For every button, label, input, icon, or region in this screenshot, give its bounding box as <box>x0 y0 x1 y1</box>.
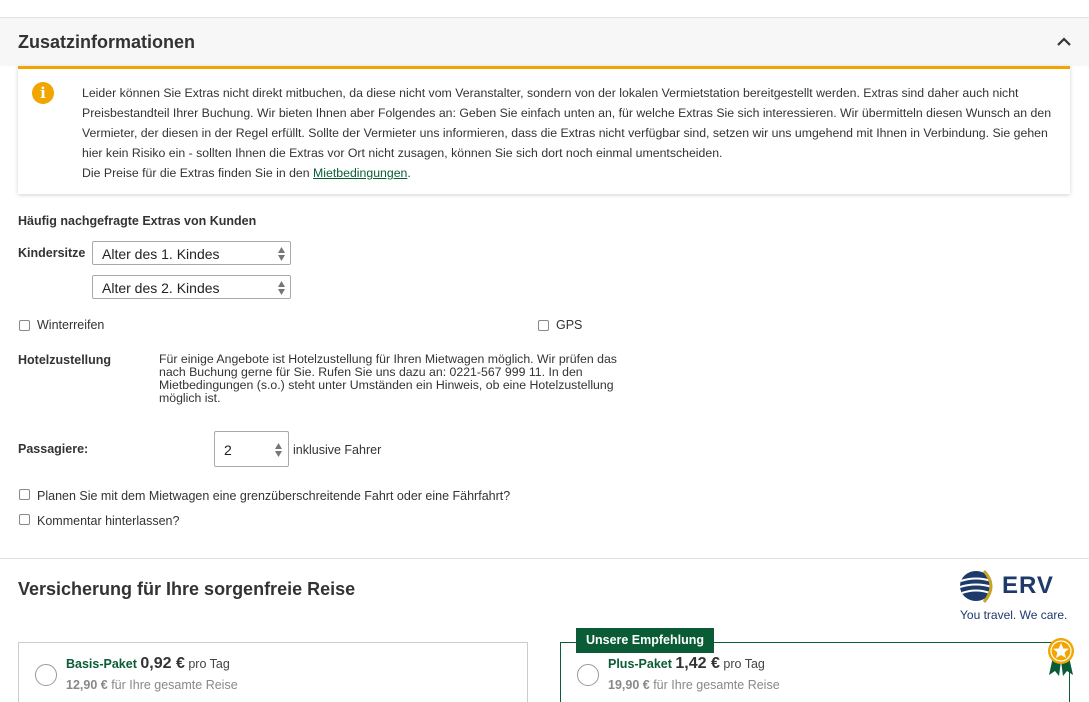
section-divider <box>0 558 1089 559</box>
plus-price: 1,42 € <box>675 655 720 672</box>
child2-age-value: Alter des 2. Kindes <box>102 280 220 296</box>
basis-radio[interactable] <box>35 664 57 686</box>
stepper-arrows-icon[interactable] <box>275 443 282 457</box>
plus-name: Plus-Paket <box>608 657 672 671</box>
winterreifen-checkbox[interactable] <box>19 320 30 331</box>
basis-price: 0,92 € <box>140 655 185 672</box>
child1-age-value: Alter des 1. Kindes <box>102 246 220 262</box>
select-arrows-icon <box>278 281 285 295</box>
passagiere-label: Passagiere: <box>18 442 89 456</box>
winterreifen-label: Winterreifen <box>37 318 105 332</box>
info-paragraph: Leider können Sie Extras nicht direkt mitbuchen, da diese nicht vom Veranstalter, sondern von der lokalen Vermietstation bereitgestellt werden. Extras sind daher auch nicht Preisbestandteil Ihrer Buchung. Wir bieten Ihnen aber Folgendes an: Geben Sie einfach unten an, für welche Extras Sie sich interessieren. Wir übermitteln diesen Wunsch an den Vermieter, der diesen in der Regel erfüllt. Sollte der Vermieter uns informieren, dass die Extras nicht verfügbar sind, setzen wir uns umgehend mit Ihnen in Verbindung. Sie gehen hier kein Risiko ein - sollten Ihnen die Extras vor Ort nicht zusagen, können Sie sich dort noch einmal umentscheiden. <box>82 86 1052 160</box>
erv-globe-icon <box>958 570 998 604</box>
comment-checkbox[interactable] <box>19 514 30 525</box>
select-arrows-icon <box>278 247 285 261</box>
hotel-text-line: nach Buchung gerne für Sie. Rufen Sie uns dazu an: 0221-567 999 11. In den <box>159 365 583 379</box>
extras-heading: Häufig nachgefragte Extras von Kunden <box>18 214 257 228</box>
kindersitze-label: Kindersitze <box>18 246 86 260</box>
basis-total-line <box>66 678 238 692</box>
info-text <box>82 83 1062 183</box>
award-medal-icon <box>1045 637 1077 677</box>
passengers-suffix: inklusive Fahrer <box>293 443 382 457</box>
mietbedingungen-link[interactable]: Mietbedingungen <box>313 166 408 180</box>
child1-age-select[interactable] <box>92 241 291 265</box>
plus-radio[interactable] <box>577 664 599 686</box>
plus-total-suffix: für Ihre gesamte Reise <box>653 678 780 692</box>
accordion-header-zusatzinformationen[interactable] <box>0 18 1089 66</box>
plus-total-line <box>608 678 780 692</box>
recommendation-badge: Unsere Empfehlung <box>576 628 714 653</box>
erv-logo <box>958 570 1073 622</box>
hotelzustellung-label: Hotelzustellung <box>18 353 112 367</box>
gps-label: GPS <box>556 318 583 332</box>
hotel-text-line: Für einige Angebote ist Hotelzustellung für Ihren Mietwagen möglich. Wir prüfen das <box>159 352 617 366</box>
comment-label: Kommentar hinterlassen? <box>37 514 180 528</box>
crossborder-label: Planen Sie mit dem Mietwagen eine grenzüberschreitende Fahrt oder eine Fährfahrt? <box>37 489 511 503</box>
hotel-text-line: möglich ist. <box>159 391 221 405</box>
basis-total-suffix: für Ihre gesamte Reise <box>111 678 238 692</box>
info-notice <box>18 66 1070 194</box>
passengers-value: 2 <box>224 442 232 458</box>
info-prices-suffix: . <box>407 166 411 180</box>
hotel-text-line: Mietbedingungen (s.o.) steht unter Umständen ein Hinweis, ob eine Hotelzustellung <box>159 378 614 392</box>
basis-name: Basis-Paket <box>66 657 137 671</box>
erv-wordmark: ERV <box>1002 572 1054 599</box>
crossborder-checkbox[interactable] <box>19 489 30 500</box>
plus-per: pro Tag <box>723 657 765 671</box>
basis-price-line <box>66 655 230 673</box>
plus-total: 19,90 € <box>608 678 650 692</box>
hotelzustellung-text <box>159 353 617 405</box>
plus-price-line <box>608 655 765 673</box>
passengers-stepper[interactable] <box>214 431 289 467</box>
info-prices-prefix: Die Preise für die Extras finden Sie in den <box>82 166 310 180</box>
insurance-title: Versicherung für Ihre sorgenfreie Reise <box>18 579 356 599</box>
child2-age-select[interactable] <box>92 275 291 299</box>
erv-slogan: You travel. We care. <box>960 608 1068 622</box>
package-basis[interactable] <box>18 642 528 702</box>
accordion-title: Zusatzinformationen <box>18 32 196 52</box>
info-icon: i <box>32 82 54 104</box>
basis-total: 12,90 € <box>66 678 108 692</box>
chevron-up-icon[interactable] <box>1056 34 1072 50</box>
gps-checkbox[interactable] <box>538 320 549 331</box>
basis-per: pro Tag <box>188 657 230 671</box>
